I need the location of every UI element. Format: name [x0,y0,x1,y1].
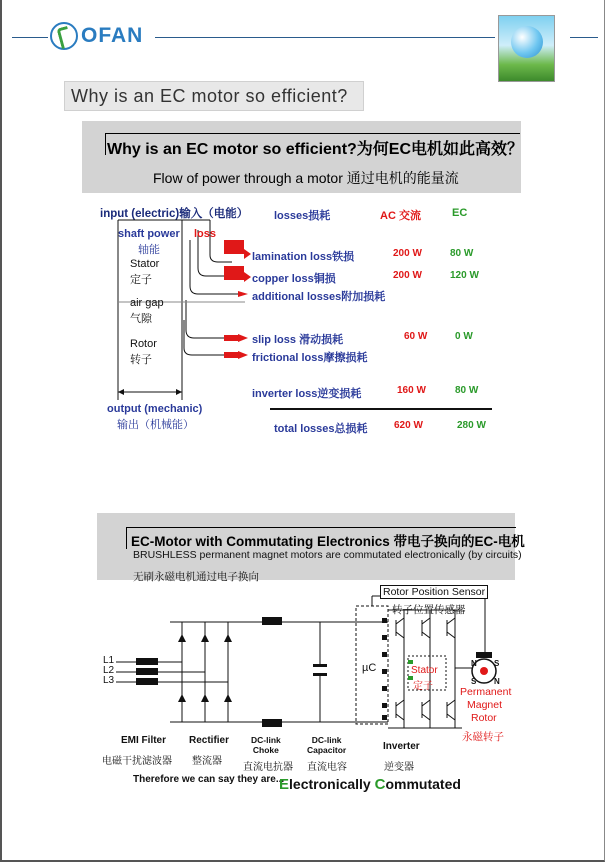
dc-choke-label: DC-link Choke [251,735,281,755]
row-copper-ac: 200 W [393,270,422,281]
panel2-subtitle: BRUSHLESS permanent magnet motors are commutated electronically (by circuits) [133,549,522,561]
output-cn: 输出（机械能） [117,419,194,431]
col-ac: AC 交流 [380,210,421,222]
col-ec: EC [452,207,468,219]
l1-label: L1 [103,655,115,666]
electronically-commutated [279,776,461,793]
l3-label: L3 [103,675,115,686]
word-lectronically: lectronically [289,776,375,792]
magnet-n2: N [494,677,500,686]
stator-cn: 定子 [130,274,152,286]
panel1-subtitle: Flow of power through a motor 通过电机的能量流 [153,170,459,186]
magnet-n1: N [471,659,477,668]
panel2-subtitle-cn: 无刷永磁电机通过电子换向 [133,571,259,583]
row-total-ec: 280 W [457,420,486,431]
air-gap-cn: 气隙 [130,313,152,325]
letter-c: C [374,776,386,793]
col-losses: losses损耗 [274,210,331,222]
row-slip: slip loss 滑动损耗 [252,334,344,346]
emi-filter-label: EMI Filter [121,735,167,746]
rectifier-label: Rectifier [189,735,230,746]
stator-label: Stator [130,258,160,270]
dc-choke-cn: 直流电抗器 [243,762,293,773]
input-label: input (electric)输入（电能） [100,208,249,220]
stator-circuit-label: Stator [411,665,438,676]
letter-e: E [279,776,290,793]
rotor-label: Rotor [130,338,157,350]
row-total-ac: 620 W [394,420,423,431]
dc-capacitor-label: DC-link Capacitor [307,735,347,755]
row-inverter: inverter loss逆变损耗 [252,388,362,400]
row-total: total losses总损耗 [274,423,368,435]
row-lamination-ec: 80 W [450,248,474,259]
row-inverter-ac: 160 W [397,385,426,396]
loss-label: loss [194,228,217,240]
slide-title: Why is an EC motor so efficient? [64,81,364,111]
emi-filter-cn: 电磁干扰滤波器 [102,756,172,767]
shaft-power-label: shaft power [118,228,180,240]
inverter-label: Inverter [383,741,420,752]
output-label: output (mechanic) [107,403,203,415]
row-lamination: lamination loss铁损 [252,251,355,263]
rotor-sensor-cn: 转子位置传感器 [392,604,466,616]
stator-circuit-cn: 定子 [413,681,433,692]
row-copper: copper loss铜损 [252,273,336,285]
row-slip-ec: 0 W [455,331,473,342]
word-ommutated: ommutated [385,776,461,792]
air-gap-label: air gap [130,297,164,309]
brand-name: OFAN [81,24,144,47]
row-copper-ec: 120 W [450,270,479,281]
magnet-s1: S [494,659,500,668]
panel1-title: Why is an EC motor so efficient?为何EC电机如此高效？ [107,141,524,158]
rotor-cn: 转子 [130,354,152,366]
row-inverter-ec: 80 W [455,385,479,396]
inverter-cn: 逆变器 [384,762,414,773]
row-frictional: frictional loss摩擦损耗 [252,352,368,364]
pm-rotor-label-3: Rotor [471,712,497,724]
pm-rotor-label-2: Magnet [467,699,503,711]
pm-rotor-cn: 永磁转子 [462,731,504,743]
rectifier-cn: 整流器 [192,756,222,767]
row-slip-ac: 60 W [404,331,428,342]
conclusion-lead: Therefore we can say they are... [133,774,285,785]
shaft-power-cn: 轴能 [138,244,160,256]
panel2-title: EC-Motor with Commutating Electronics 带电子换向的EC-电机 [131,534,525,549]
rotor-sensor-label: Rotor Position Sensor [380,585,488,599]
pm-rotor-label-1: Permanent [460,686,512,698]
l2-label: L2 [103,665,115,676]
row-additional: additional losses附加损耗 [252,291,386,303]
magnet-s2: S [471,677,477,686]
microcontroller-label: µC [362,662,377,674]
dc-capacitor-cn: 直流电容 [307,762,347,773]
row-lamination-ac: 200 W [393,248,422,259]
